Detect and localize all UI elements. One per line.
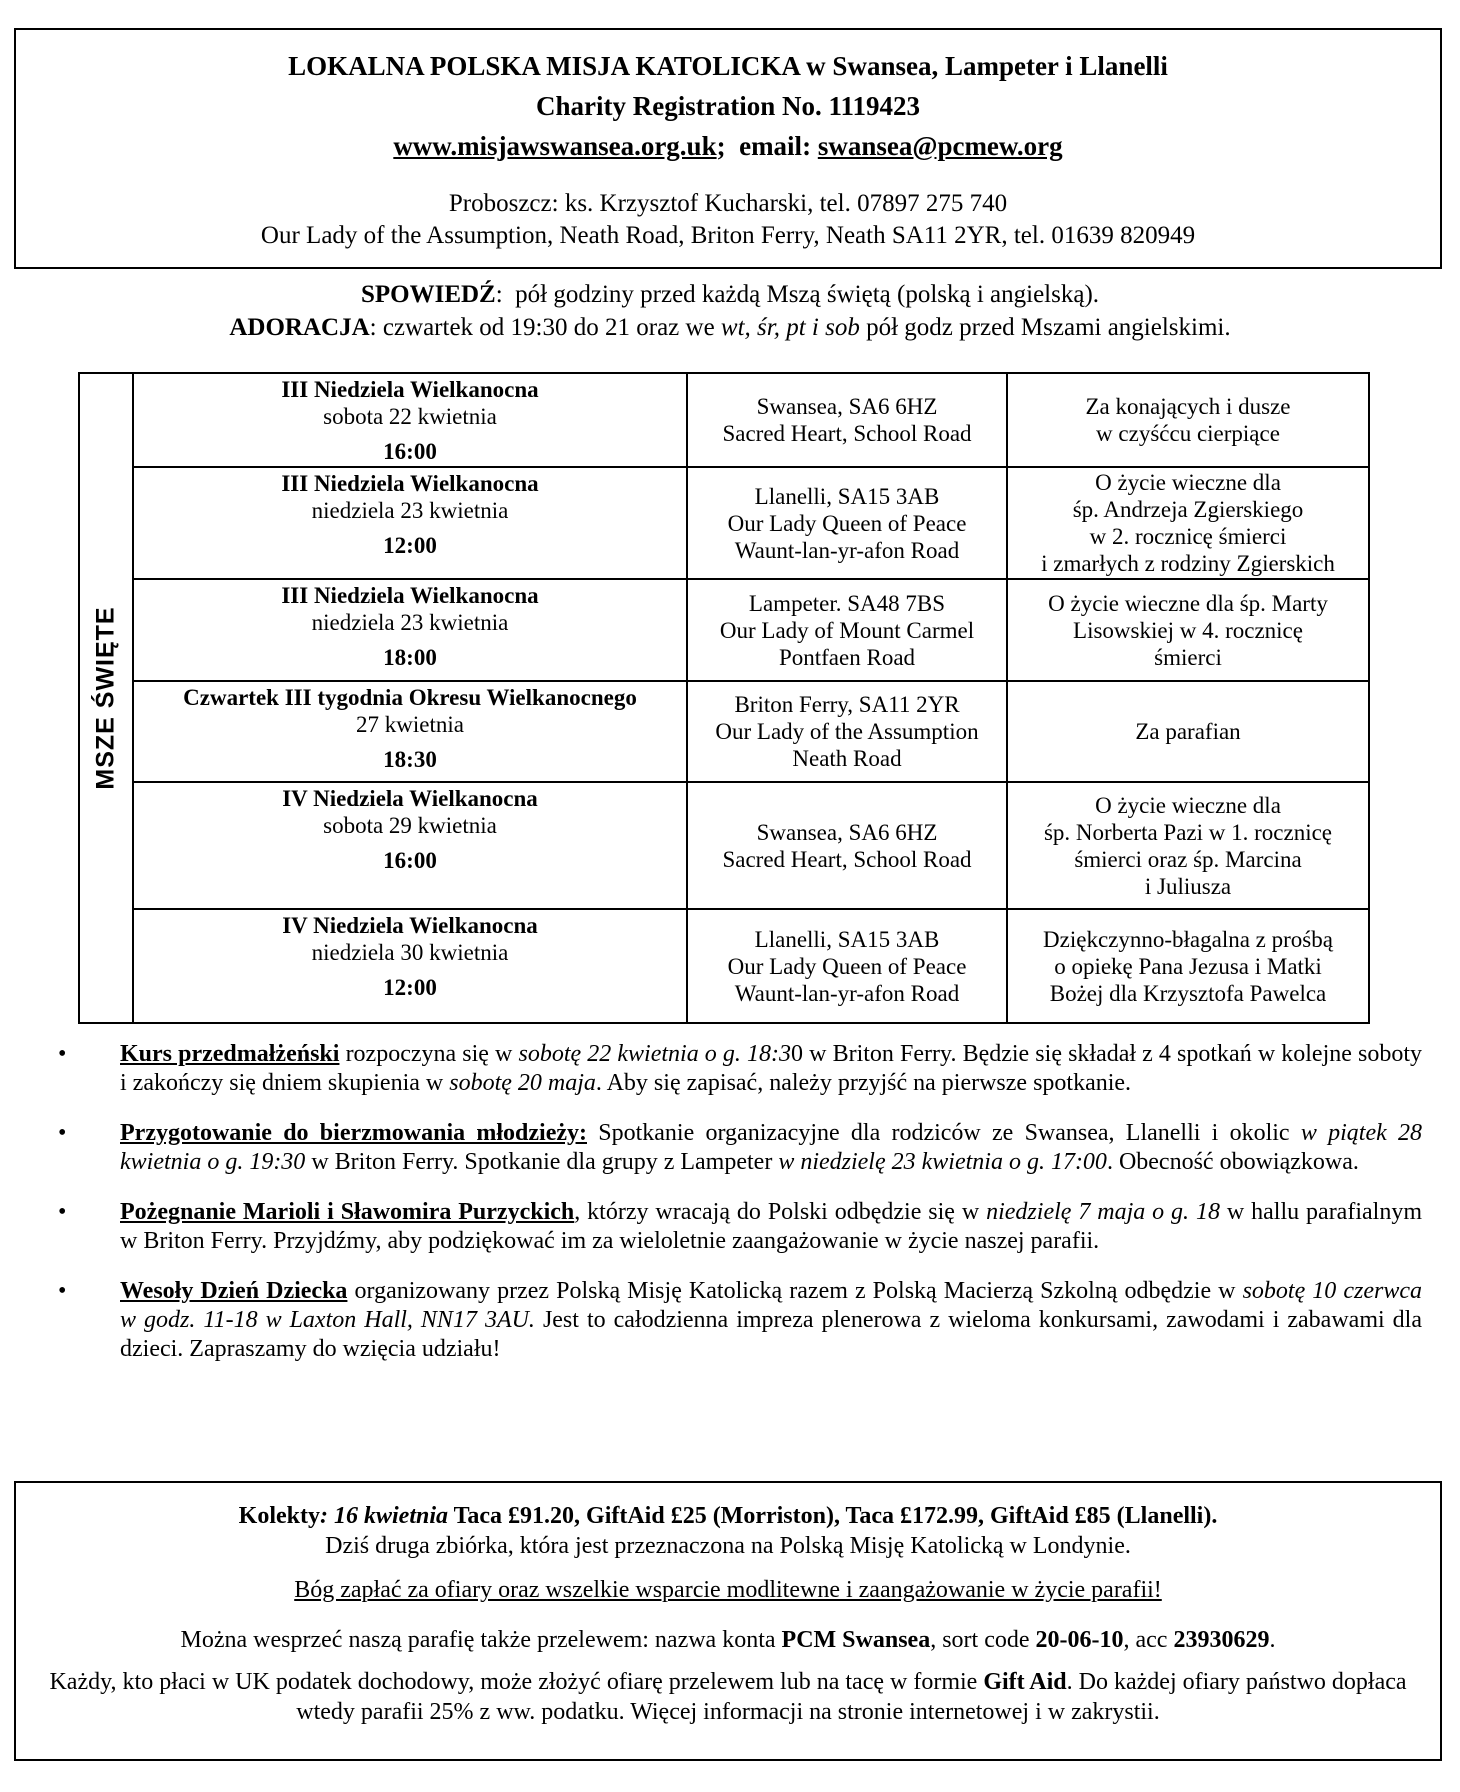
- mass-day-cell: [134, 580, 688, 680]
- intention-line: śp. Andrzeja Zgierskiego: [1072, 497, 1304, 522]
- mass-location-cell: [688, 682, 1008, 781]
- thanks-line: Bóg zapłać za ofiary oraz wszelkie wsparcie modlitewne i zaangażowanie w życie parafii!: [294, 1577, 1162, 1603]
- mass-row: [134, 468, 1368, 580]
- mass-time: 18:30: [383, 747, 437, 772]
- mass-intention-cell: [1008, 468, 1368, 578]
- transfer-text-pre: Można wesprzeć naszą parafię także przelewem: nazwa konta: [180, 1627, 782, 1653]
- intention-line: i Juliusza: [1144, 873, 1232, 899]
- adoration-label: ADORACJA: [229, 314, 370, 341]
- mass-intention-cell: [1008, 783, 1368, 908]
- announcement-text: w hallu parafialnym w Briton Ferry. Przyjdźmy, aby podziękować im za wieloletnie zaangażowanie w życie naszej parafii.: [120, 1199, 1422, 1254]
- pastor-line: Proboszcz: ks. Krzysztof Kucharski, tel. 07897 275 740: [448, 190, 1008, 217]
- gift-aid-text-post: . Do każdej ofiary państwo dopłaca wtedy parafii 25% z ww. podatku. Więcej informacji na stronie internetowej i w zakrystii.: [296, 1669, 1407, 1725]
- mass-day-cell: [134, 910, 688, 1022]
- announcement-emphasis: w niedzielę 23 kwietnia o g. 17:00: [778, 1149, 1107, 1175]
- announcement-item: [58, 1198, 1422, 1256]
- location-line: Waunt-lan-yr-afon Road: [734, 537, 960, 563]
- account-number: 23930629: [1173, 1627, 1270, 1653]
- intention-line: Za konających i dusze: [1085, 394, 1291, 419]
- mass-row: [134, 682, 1368, 783]
- location-line: Pontfaen Road: [778, 644, 916, 670]
- location-line: Llanelli, SA15 3AB: [754, 483, 940, 509]
- mass-time: 16:00: [383, 848, 437, 873]
- mass-date: niedziela 30 kwietnia: [311, 940, 509, 965]
- address-line: Our Lady of the Assumption, Neath Road, Briton Ferry, Neath SA11 2YR, tel. 01639 820949: [260, 222, 1196, 249]
- mass-day-cell: [134, 468, 688, 578]
- side-column: [80, 374, 134, 1022]
- mass-intention-cell: [1008, 682, 1368, 781]
- announcement-emphasis: sobotę 20 maja: [449, 1070, 596, 1096]
- intention-line: Bożej dla Krzysztofa Pawelca: [1049, 980, 1327, 1006]
- location-line: Briton Ferry, SA11 2YR: [734, 692, 960, 717]
- mass-location-cell: [688, 783, 1008, 908]
- mass-time: 16:00: [383, 439, 437, 464]
- mass-date: niedziela 23 kwietnia: [311, 498, 509, 523]
- announcement-text: rozpoczyna się w: [339, 1041, 519, 1067]
- location-line: Neath Road: [792, 746, 902, 771]
- bullet-icon: •: [58, 1120, 67, 1146]
- adoration-text-1: : czwartek od 19:30 do 21 oraz we: [369, 314, 721, 341]
- announcement-text: w Briton Ferry. Spotkanie dla grupy z Lampeter: [305, 1149, 779, 1175]
- intention-line: O życie wieczne dla śp. Marty: [1048, 590, 1328, 616]
- collections-date: 16 kwietnia: [327, 1503, 448, 1529]
- intention-line: Za parafian: [1135, 719, 1241, 744]
- mass-row: [134, 910, 1368, 1022]
- location-line: Swansea, SA6 6HZ: [756, 394, 938, 419]
- mass-row: [134, 374, 1368, 468]
- announcement-heading: Przygotowanie do bierzmowania młodzieży:: [120, 1120, 587, 1146]
- adoration-text-2: pół godz przed Mszami angielskimi.: [859, 314, 1231, 341]
- announcement-text: Spotkanie organizacyjne dla rodziców ze Swansea, Llanelli i okolic: [587, 1120, 1301, 1146]
- mass-date: niedziela 23 kwietnia: [311, 610, 509, 635]
- masses-side-label: MSZE ŚWIĘTE: [91, 606, 120, 790]
- location-line: Our Lady Queen of Peace: [727, 953, 967, 979]
- location-line: Waunt-lan-yr-afon Road: [734, 980, 960, 1006]
- liturgical-day: Czwartek III tygodnia Okresu Wielkanocnego: [183, 685, 637, 710]
- mass-intention-cell: [1008, 580, 1368, 680]
- gift-aid-label: Gift Aid: [983, 1669, 1067, 1695]
- location-line: Llanelli, SA15 3AB: [754, 926, 940, 952]
- location-line: Our Lady of Mount Carmel: [719, 617, 975, 643]
- mass-row: [134, 783, 1368, 910]
- bullet-icon: •: [58, 1199, 67, 1225]
- mass-time: 12:00: [383, 533, 437, 558]
- intention-line: O życie wieczne dla: [1095, 792, 1281, 818]
- location-line: Sacred Heart, School Road: [722, 846, 972, 872]
- mass-location-cell: [688, 468, 1008, 578]
- intention-line: o opiekę Pana Jezusa i Matki: [1054, 953, 1322, 979]
- intention-line: śmierci: [1154, 644, 1222, 670]
- location-line: Our Lady of the Assumption: [715, 719, 979, 744]
- confession-label: SPOWIEDŹ: [360, 281, 496, 308]
- intention-line: śmierci oraz śp. Marcina: [1074, 846, 1302, 872]
- mass-day-cell: [134, 374, 688, 466]
- sort-code: 20-06-10: [1035, 1627, 1124, 1653]
- website-link[interactable]: www.misjawswansea.org.uk: [393, 131, 717, 161]
- intention-line: O życie wieczne dla: [1095, 470, 1281, 495]
- mass-intention-cell: [1008, 910, 1368, 1022]
- collections-colon: :: [319, 1503, 328, 1529]
- adoration-line: [0, 311, 1460, 344]
- account-name: PCM Swansea: [781, 1627, 931, 1653]
- mass-schedule-table: [78, 372, 1370, 1024]
- intention-line: śp. Norberta Pazi w 1. rocznicę: [1043, 819, 1333, 845]
- announcement-text: . Obecność obowiązkowa.: [1106, 1149, 1359, 1175]
- announcement-emphasis: sobotę 22 kwietnia o g. 18:3: [518, 1041, 792, 1067]
- mass-location-cell: [688, 580, 1008, 680]
- announcement-text: Jest to całodzienna impreza plenerowa z wieloma konkursami, zawodami i zabawami dla dzieci. Zapraszamy do wzięcia udziału!: [120, 1307, 1422, 1362]
- intention-line: Lisowskiej w 4. rocznicę: [1073, 617, 1303, 643]
- email-link[interactable]: swansea@pcmew.org: [817, 131, 1063, 161]
- mass-location-cell: [688, 910, 1008, 1022]
- mass-location-cell: [688, 374, 1008, 466]
- transfer-text-end: .: [1269, 1627, 1276, 1653]
- contact-line: [16, 126, 1440, 166]
- bullet-icon: •: [58, 1041, 67, 1067]
- announcement-text: , którzy wracają do Polski odbędzie się w: [574, 1199, 987, 1225]
- mass-day-cell: [134, 682, 688, 781]
- collections-box: [14, 1481, 1442, 1761]
- mass-date: 27 kwietnia: [356, 712, 464, 737]
- collections-amounts: Taca £91.20, GiftAid £25 (Morriston), Taca £172.99, GiftAid £85 (Llanelli).: [448, 1503, 1218, 1529]
- mission-title: LOKALNA POLSKA MISJA KATOLICKA w Swansea, Lampeter i Llanelli: [288, 51, 1168, 81]
- announcement-emphasis: sobotę 10 czerwca w godz. 11-18 w Laxton Hall, NN17 3AU.: [120, 1278, 1423, 1333]
- announcement-heading: Kurs przedmałżeński: [120, 1041, 340, 1067]
- mass-intention-cell: [1008, 374, 1368, 466]
- liturgical-day: III Niedziela Wielkanocna: [281, 471, 539, 496]
- transfer-text-acc: , acc: [1123, 1627, 1174, 1653]
- liturgical-day: III Niedziela Wielkanocna: [281, 583, 539, 608]
- announcements-list: [58, 1040, 1422, 1385]
- transfer-text-mid: , sort code: [930, 1627, 1036, 1653]
- intention-line: Dziękczynno-błagalna z prośbą: [1043, 926, 1333, 952]
- collections-label: Kolekty: [238, 1503, 320, 1529]
- liturgical-day: IV Niedziela Wielkanocna: [282, 786, 538, 811]
- gift-aid-line: [16, 1667, 1440, 1727]
- mass-date: sobota 29 kwietnia: [323, 813, 497, 838]
- announcement-item: [58, 1277, 1422, 1364]
- liturgical-day: III Niedziela Wielkanocna: [281, 377, 539, 402]
- bullet-icon: •: [58, 1278, 67, 1304]
- location-line: Sacred Heart, School Road: [722, 421, 972, 446]
- header-box: [14, 28, 1442, 269]
- confession-adoration-info: [0, 278, 1460, 344]
- announcement-emphasis: w piątek 28 kwietnia o g. 19:30: [120, 1120, 1422, 1175]
- announcement-item: [58, 1119, 1422, 1177]
- announcement-text: 0 w Briton Ferry. Będzie się składał z 4 spotkań w kolejne soboty i zakończy się dniem skupienia w: [120, 1041, 1423, 1096]
- charity-registration: Charity Registration No. 1119423: [536, 91, 920, 121]
- location-line: Lampeter. SA48 7BS: [748, 590, 946, 616]
- gift-aid-text-pre: Każdy, kto płaci w UK podatek dochodowy, może złożyć ofiarę przelewem lub na tacę w formie: [49, 1669, 984, 1695]
- confession-text: : pół godziny przed każdą Mszą świętą (polską i angielską).: [495, 281, 1100, 308]
- liturgical-day: IV Niedziela Wielkanocna: [282, 913, 538, 938]
- second-collection: Dziś druga zbiórka, która jest przeznaczona na Polską Misję Katolicką w Londynie.: [325, 1533, 1131, 1559]
- announcement-heading: Wesoły Dzień Dziecka: [120, 1278, 348, 1304]
- location-line: Swansea, SA6 6HZ: [756, 819, 938, 845]
- intention-line: w 2. rocznicę śmierci: [1089, 524, 1287, 549]
- mass-day-cell: [134, 783, 688, 908]
- announcement-item: [58, 1040, 1422, 1098]
- intention-line: i zmarłych z rodziny Zgierskich: [1041, 551, 1335, 576]
- confession-line: [0, 278, 1460, 311]
- collections-line: [16, 1501, 1440, 1531]
- mass-time: 12:00: [383, 975, 437, 1000]
- mass-date: sobota 22 kwietnia: [323, 404, 497, 429]
- announcement-text: organizowany przez Polską Misję Katolicką razem z Polską Macierzą Szkolną odbędzie w: [347, 1278, 1243, 1304]
- location-line: Our Lady Queen of Peace: [727, 510, 967, 536]
- mass-row: [134, 580, 1368, 682]
- adoration-days: wt, śr, pt i sob: [720, 314, 860, 341]
- announcement-text: . Aby się zapisać, należy przyjść na pierwsze spotkanie.: [595, 1070, 1132, 1096]
- announcement-emphasis: niedzielę 7 maja o g. 18: [986, 1199, 1220, 1225]
- intention-line: w czyśćcu cierpiące: [1096, 421, 1280, 446]
- bank-transfer-line: [16, 1625, 1440, 1655]
- announcement-heading: Pożegnanie Marioli i Sławomira Purzyckich: [120, 1199, 575, 1225]
- mass-time: 18:00: [383, 645, 437, 670]
- website-separator: ; email:: [716, 131, 818, 161]
